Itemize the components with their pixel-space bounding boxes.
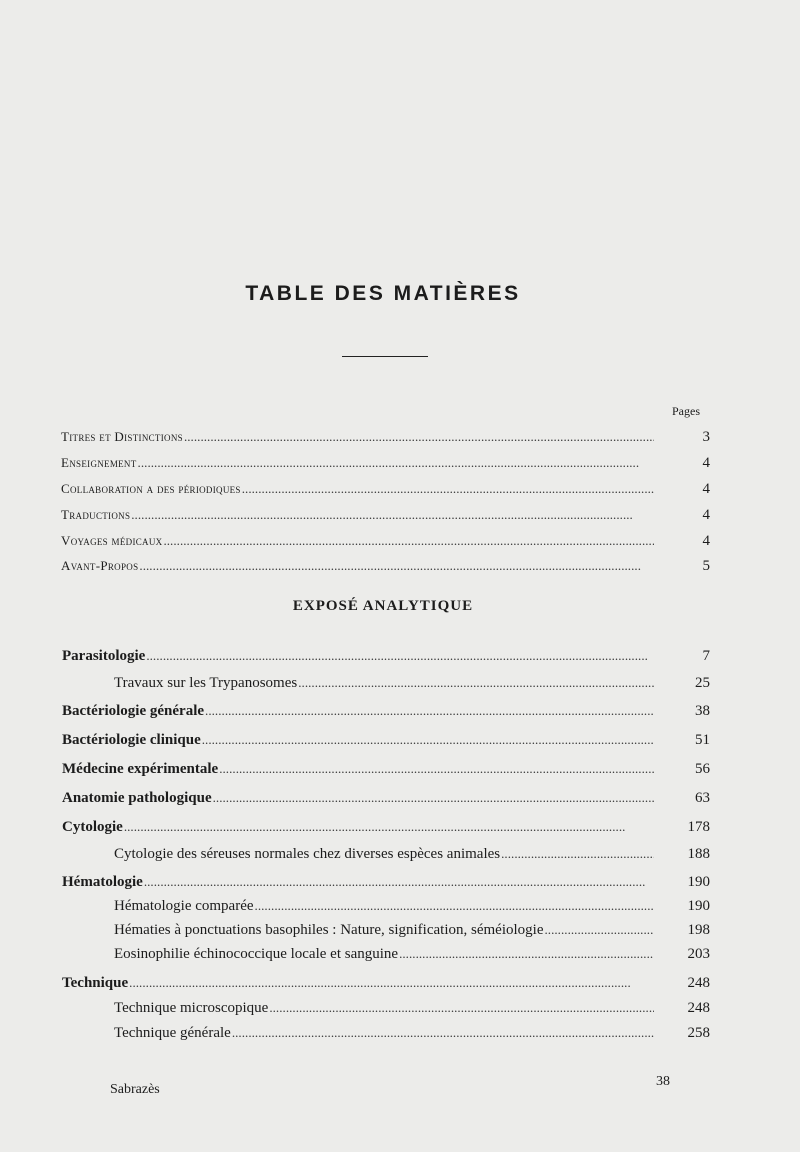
toc-entry-page: 51 bbox=[695, 732, 710, 748]
dot-leader bbox=[232, 1024, 654, 1042]
toc-entry-cytologie bbox=[0, 818, 800, 836]
toc-entry-label: Collaboration a des périodiques bbox=[61, 481, 241, 496]
dot-leader bbox=[129, 974, 654, 992]
toc-entry-technique bbox=[0, 974, 800, 992]
toc-entry-hematies-basophiles bbox=[0, 921, 800, 939]
dot-leader bbox=[163, 532, 654, 550]
toc-entry-label: Technique microscopique bbox=[114, 1000, 269, 1016]
toc-entry-page: 5 bbox=[702, 558, 710, 574]
dot-leader bbox=[144, 873, 654, 891]
toc-entry-page: 4 bbox=[702, 533, 710, 549]
pages-column-label: Pages bbox=[672, 404, 700, 418]
toc-entry-trypanosomes bbox=[0, 674, 800, 692]
toc-entry-page: 38 bbox=[695, 703, 710, 719]
footer-page-number: 38 bbox=[656, 1074, 670, 1089]
toc-entry-page: 25 bbox=[695, 675, 710, 691]
toc-entry-page: 203 bbox=[687, 946, 710, 962]
dot-leader bbox=[138, 454, 654, 472]
toc-entry-collaboration bbox=[0, 480, 800, 498]
toc-entry-label: Hématies à ponctuations basophiles : Nature, signification, séméiologie bbox=[114, 922, 544, 938]
toc-entry-traductions bbox=[0, 506, 800, 524]
toc-entry-label: Parasitologie bbox=[62, 648, 146, 664]
dot-leader bbox=[501, 845, 654, 863]
toc-entry-label: Anatomie pathologique bbox=[62, 790, 212, 806]
dot-leader bbox=[399, 945, 654, 963]
title-underline bbox=[342, 356, 428, 357]
toc-entry-page: 178 bbox=[687, 819, 710, 835]
toc-entry-label: Cytologie des séreuses normales chez diverses espèces animales bbox=[114, 846, 501, 862]
dot-leader bbox=[544, 921, 654, 939]
toc-entry-page: 4 bbox=[702, 507, 710, 523]
toc-entry-label: Avant-Propos bbox=[61, 558, 139, 573]
dot-leader bbox=[269, 999, 654, 1017]
toc-entry-label: Technique bbox=[62, 975, 129, 991]
dot-leader bbox=[298, 674, 654, 692]
dot-leader bbox=[205, 702, 654, 720]
toc-entry-page: 56 bbox=[695, 761, 710, 777]
toc-entry-page: 3 bbox=[702, 429, 710, 445]
dot-leader bbox=[242, 480, 654, 498]
toc-entry-page: 248 bbox=[687, 975, 710, 991]
toc-entry-technique-generale bbox=[0, 1024, 800, 1042]
toc-entry-label: Technique générale bbox=[114, 1025, 231, 1041]
toc-entry-technique-microscopique bbox=[0, 999, 800, 1017]
toc-entry-medecine-experimentale bbox=[0, 760, 800, 778]
toc-entry-label: Traductions bbox=[61, 507, 131, 522]
toc-entry-label: Titres et Distinctions bbox=[61, 429, 183, 444]
toc-entry-label: Bactériologie générale bbox=[62, 703, 205, 719]
toc-entry-page: 198 bbox=[687, 922, 710, 938]
toc-entry-enseignement bbox=[0, 454, 800, 472]
page-title: TABLE DES MATIÈRES bbox=[245, 282, 521, 305]
dot-leader bbox=[146, 647, 654, 665]
toc-entry-page: 7 bbox=[702, 648, 710, 664]
dot-leader bbox=[184, 428, 654, 446]
toc-entry-page: 248 bbox=[687, 1000, 710, 1016]
toc-entry-label: Hématologie bbox=[62, 874, 143, 890]
dot-leader bbox=[219, 760, 654, 778]
dot-leader bbox=[124, 818, 654, 836]
toc-entry-label: Eosinophilie échinococcique locale et sanguine bbox=[114, 946, 399, 962]
toc-entry-page: 63 bbox=[695, 790, 710, 806]
toc-entry-parasitologie bbox=[0, 647, 800, 665]
toc-entry-label: Bactériologie clinique bbox=[62, 732, 201, 748]
dot-leader bbox=[139, 557, 654, 575]
toc-entry-cytologie-sereuses bbox=[0, 845, 800, 863]
toc-entry-page: 4 bbox=[702, 455, 710, 471]
toc-entry-page: 4 bbox=[702, 481, 710, 497]
toc-entry-voyages bbox=[0, 532, 800, 550]
toc-entry-label: Voyages médicaux bbox=[61, 533, 163, 548]
toc-entry-label: Hématologie comparée bbox=[114, 898, 254, 914]
toc-entry-label: Travaux sur les Trypanosomes bbox=[114, 675, 298, 691]
toc-entry-page: 258 bbox=[687, 1025, 710, 1041]
dot-leader bbox=[213, 789, 654, 807]
toc-entry-bacteriologie-generale bbox=[0, 702, 800, 720]
dot-leader bbox=[255, 897, 654, 915]
dot-leader bbox=[131, 506, 654, 524]
toc-entry-bacteriologie-clinique bbox=[0, 731, 800, 749]
toc-entry-hematologie bbox=[0, 873, 800, 891]
toc-entry-hematologie-comparee bbox=[0, 897, 800, 915]
toc-entry-page: 190 bbox=[687, 898, 710, 914]
toc-entry-page: 190 bbox=[687, 874, 710, 890]
toc-entry-label: Médecine expérimentale bbox=[62, 761, 219, 777]
toc-entry-label: Cytologie bbox=[62, 819, 123, 835]
toc-entry-label: Enseignement bbox=[61, 455, 137, 470]
section-heading: EXPOSÉ ANALYTIQUE bbox=[292, 598, 474, 614]
toc-entry-anatomie-pathologique bbox=[0, 789, 800, 807]
footer-author: Sabrazès bbox=[110, 1082, 160, 1097]
toc-entry-titres bbox=[0, 428, 800, 446]
dot-leader bbox=[202, 731, 654, 749]
toc-entry-eosinophilie bbox=[0, 945, 800, 963]
toc-entry-page: 188 bbox=[687, 846, 710, 862]
toc-entry-avant-propos bbox=[0, 557, 800, 575]
